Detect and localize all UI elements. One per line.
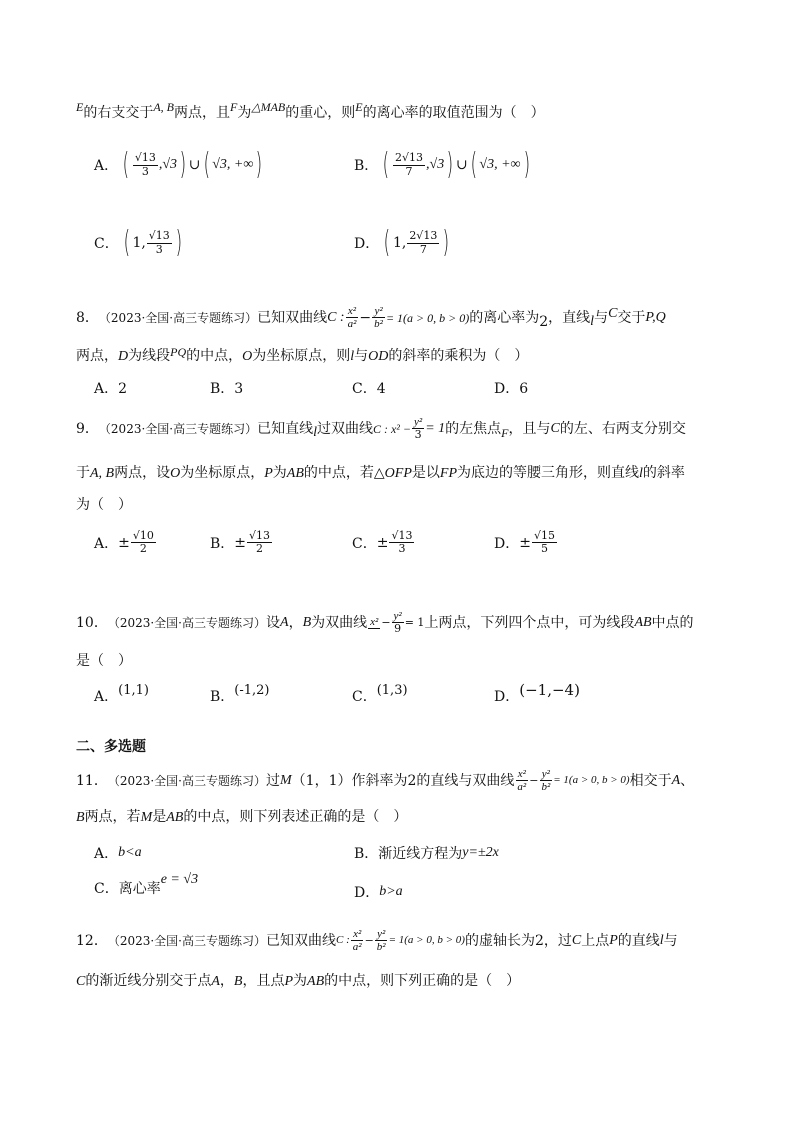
var-mab: △MAB [251, 100, 286, 114]
q12-number: 12． [76, 932, 108, 949]
q10-source: （2023·全国·高三专题练习） [107, 615, 266, 630]
q9-option-d[interactable]: D． ± $\frac{√15}{5}$ [494, 529, 555, 556]
q8-option-c[interactable]: C．4 [352, 381, 386, 397]
var-ab: A, B [153, 100, 175, 114]
q11-option-b[interactable]: B．渐近线方程为 y=±2x [354, 845, 499, 862]
q9-option-a[interactable]: A． ± $\frac{√10}{2}$ [94, 529, 154, 556]
q11-source: （2023·全国·高三专题练习） [107, 773, 266, 788]
q11-option-d[interactable]: D． b>a [354, 884, 403, 901]
q7-line: E的右支交于A, B两点，且F为△MAB的重心，则E的离心率的取值范围为（ ） [76, 100, 545, 121]
q10-line1: 10． （2023·全国·高三专题练习） 设 A ， B 为双曲线 x² − $\frac{\text{y²}}{9}$ = 1 上两点，下列四个点中，可为线段 AB 中点的 [76, 610, 694, 636]
q8-option-b[interactable]: B．3 [210, 381, 244, 397]
q11-line1: 11． （2023·全国·高三专题练习） 过 M （1，1）作斜率为2的直线与双曲线 $\frac{\text{x²}}{\text{a²}}$ − $\frac{\text{y²}}{\text{b²}}$ = 1(a > 0, b > 0) 相交于 A 、 [76, 768, 695, 794]
q10-option-b[interactable]: B． (-1,2) [210, 682, 270, 705]
q11-number: 11． [76, 772, 108, 789]
q9-line3: 为（ ） [76, 497, 132, 513]
q12-source: （2023·全国·高三专题练习） [107, 933, 266, 948]
q11-option-a[interactable]: A． b<a [94, 845, 142, 862]
q11-option-c[interactable]: C．离心率 e = √3 [94, 872, 199, 897]
q7-option-d[interactable]: D． ( 1, $\frac{2√13}{7}$ ) [354, 225, 450, 260]
q9-option-b[interactable]: B． ± $\frac{√13}{2}$ [210, 529, 271, 556]
var-f: F [230, 100, 238, 114]
q8-option-a[interactable]: A．2 [94, 381, 128, 397]
q10-option-a[interactable]: A． (1,1) [94, 682, 149, 705]
q10-option-c[interactable]: C． (1,3) [352, 682, 408, 705]
q7-option-c[interactable]: C． ( 1, $\frac{√13}{3}$ ) [94, 225, 182, 260]
q10-option-d[interactable]: D． (−1,−4) [494, 681, 580, 705]
q7-option-b[interactable]: B． ( $\frac{2√13}{7}$ , √3 ) ∪ ( √3, +∞ ) [354, 147, 530, 182]
q10-number: 10． [76, 614, 108, 631]
q8-line1: 8． （2023·全国·高三专题练习） 已知双曲线 C : $\frac{\text{x²}}{\text{a²}}$ − $\frac{\text{y²}}{\text{b²}}$ = 1(a > 0, b > 0) 的离心率为 2 ，直线 l 与 C 交于 P,Q [76, 305, 666, 331]
q9-option-c[interactable]: C． ± $\frac{√13}{3}$ [352, 529, 413, 556]
section-heading: 二、多选题 [76, 739, 146, 755]
q8-option-d[interactable]: D．6 [494, 381, 529, 397]
q9-line2: 于A, B两点，设O为坐标原点，P为AB的中点，若△OFP是以FP为底边的等腰三角形，则直线l的斜率 [76, 465, 685, 481]
var-e2: E [355, 100, 363, 114]
var-e: E [76, 100, 84, 114]
q8-source: （2023·全国·高三专题练习） [98, 310, 258, 325]
q9-source: （2023·全国·高三专题练习） [98, 421, 258, 436]
q9-line1: 9． （2023·全国·高三专题练习） 已知直线 l 过双曲线 C : x² − $\frac{\text{y²}}{3}$ = 1 的左焦点 F ，且与 C 的左、右两支分别交 [76, 416, 686, 442]
q12-line2: C的渐近线分别交于点A，B，且点P为AB的中点，则下列正确的是（ ） [76, 973, 521, 989]
q12-line1: 12． （2023·全国·高三专题练习） 已知双曲线 C : $\frac{\text{x²}}{\text{a²}}$ − $\frac{\text{y²}}{\text{b²}}$ = 1(a > 0, b > 0) 的虚轴长为2，过 C 上点 P 的直线 l 与 [76, 928, 678, 954]
q11-line2: B两点，若M是AB的中点，则下列表述正确的是（ ） [76, 809, 408, 825]
q10-line2: 是（ ） [76, 653, 132, 669]
q8-line2: 两点，D为线段PQ的中点，O为坐标原点，则l与OD的斜率的乘积为（ ） [76, 345, 529, 364]
q8-number: 8． [76, 309, 99, 326]
q9-number: 9． [76, 420, 99, 437]
q7-option-a[interactable]: A． ( $\frac{√13}{3}$ , √3 ) ∪ ( √3, +∞ ) [94, 147, 263, 182]
